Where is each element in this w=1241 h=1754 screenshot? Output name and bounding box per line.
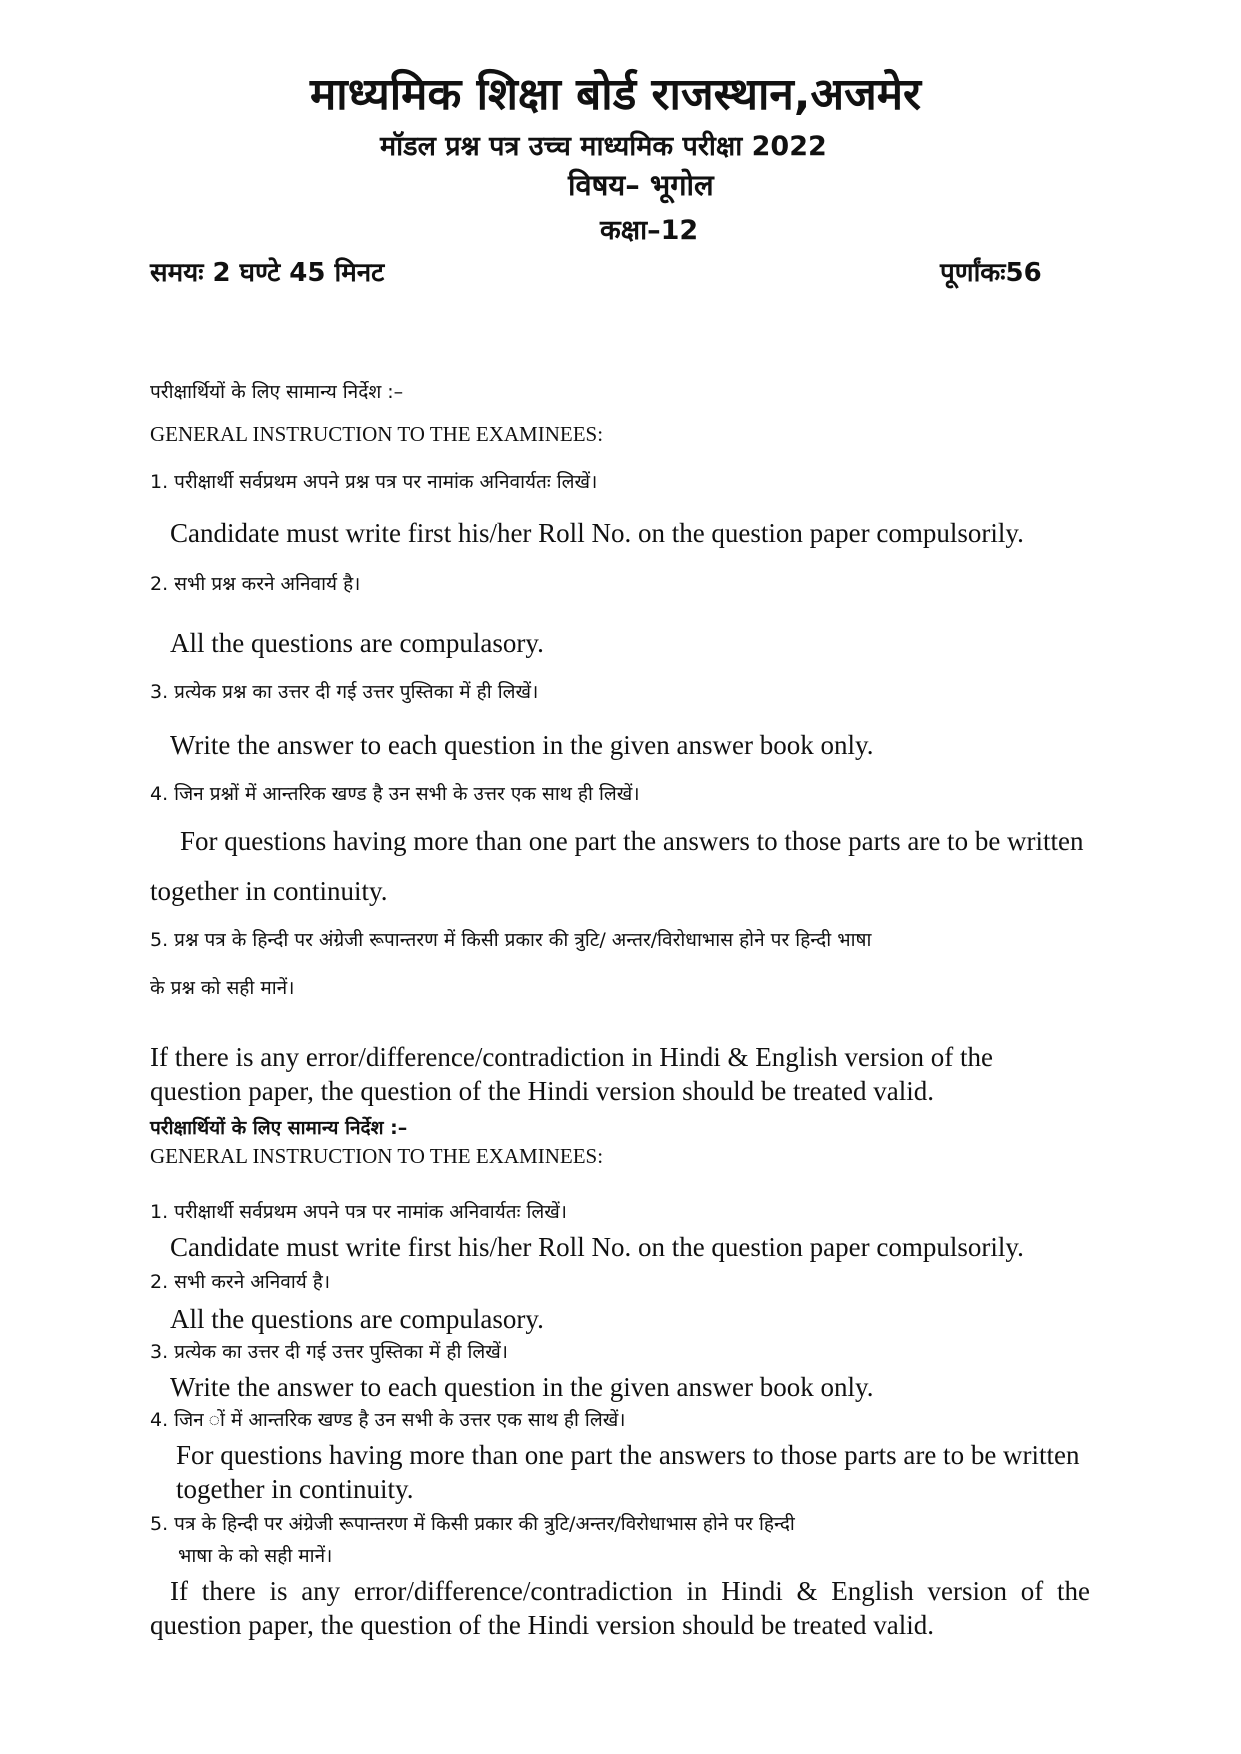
instruction-5-english-line1: If there is any error/difference/contradiction in Hindi & English version of the (150, 1042, 993, 1072)
instruction-2-english: All the questions are compulasory. (170, 628, 544, 658)
instruction-3-hindi: 3. प्रत्येक प्रश्न का उत्तर दी गई उत्तर पुस्तिका में ही लिखें। (150, 681, 539, 703)
marks-label: पूर्णांकः56 (940, 258, 1042, 288)
instruction-1-hindi: 1. परीक्षार्थी सर्वप्रथम अपने प्रश्न पत्र पर नामांक अनिवार्यतः लिखें। (150, 471, 598, 493)
instruction-4-english-line1: For questions having more than one part the answers to those parts are to be written (180, 826, 1084, 856)
instruction-5-hindi-2-line2: भाषा के को सही मानें। (178, 1545, 333, 1567)
instruction-4-hindi: 4. जिन प्रश्नों में आन्तरिक खण्ड है उन सभी के उत्तर एक साथ ही लिखें। (150, 783, 640, 805)
instruction-5-hindi-line1: 5. प्रश्न पत्र के हिन्दी पर अंग्रेजी रूपान्तरण में किसी प्रकार की त्रुटि/ अन्तर/विरोधाभास होने पर हिन्दी भाषा (150, 929, 872, 951)
instruction-1-hindi-2: 1. परीक्षार्थी सर्वप्रथम अपने पत्र पर नामांक अनिवार्यतः लिखें। (150, 1201, 567, 1223)
instructions-title-english: GENERAL INSTRUCTION TO THE EXAMINEES: (150, 422, 604, 446)
instructions-title-english-2: GENERAL INSTRUCTION TO THE EXAMINEES: (150, 1144, 604, 1168)
instruction-4-hindi-2: 4. जिन ों में आन्तरिक खण्ड है उन सभी के उत्तर एक साथ ही लिखें। (150, 1409, 626, 1431)
instruction-3-english-2: Write the answer to each question in the given answer book only. (170, 1372, 874, 1402)
instructions-title-hindi: परीक्षार्थियों के लिए सामान्य निर्देश :– (150, 381, 404, 403)
instruction-5-english-2-line1: If there is any error/difference/contradiction in Hindi & English version of the (170, 1576, 1090, 1606)
time-label: समयः 2 घण्टे 45 मिनट (150, 258, 385, 288)
paper-title: मॉडल प्रश्न पत्र उच्च माध्यमिक परीक्षा 2022 (380, 131, 827, 162)
instruction-4-english-2-line1: For questions having more than one part the answers to those parts are to be written (176, 1440, 1080, 1470)
instruction-5-hindi-line2: के प्रश्न को सही मानें। (150, 977, 295, 999)
instruction-2-hindi-2: 2. सभी करने अनिवार्य है। (150, 1271, 331, 1293)
instruction-1-english: Candidate must write first his/her Roll No. on the question paper compulsorily. (170, 518, 1024, 548)
instruction-4-english-2-line2: together in continuity. (176, 1474, 414, 1504)
instruction-2-english-2: All the questions are compulasory. (170, 1304, 544, 1334)
instruction-2-hindi: 2. सभी प्रश्न करने अनिवार्य है। (150, 573, 361, 595)
instruction-3-english: Write the answer to each question in the given answer book only. (170, 730, 874, 760)
instruction-5-english-2-line2: question paper, the question of the Hindi version should be treated valid. (150, 1610, 934, 1640)
subject-title: विषय– भूगोल (568, 168, 714, 202)
class-title: कक्षा–12 (600, 215, 699, 246)
board-title: माध्यमिक शिक्षा बोर्ड राजस्थान,अजमेर (310, 69, 922, 120)
instruction-3-hindi-2: 3. प्रत्येक का उत्तर दी गई उत्तर पुस्तिका में ही लिखें। (150, 1341, 508, 1363)
instruction-1-english-2: Candidate must write first his/her Roll No. on the question paper compulsorily. (170, 1232, 1024, 1262)
instruction-5-hindi-2-line1: 5. पत्र के हिन्दी पर अंग्रेजी रूपान्तरण में किसी प्रकार की त्रुटि/अन्तर/विरोधाभास होने पर हिन्दी (150, 1513, 795, 1535)
instruction-5-english-line2: question paper, the question of the Hindi version should be treated valid. (150, 1076, 934, 1106)
instruction-4-english-line2: together in continuity. (150, 876, 388, 906)
instructions-title-hindi-2: परीक्षार्थियों के लिए सामान्य निर्देश :– (150, 1117, 408, 1139)
